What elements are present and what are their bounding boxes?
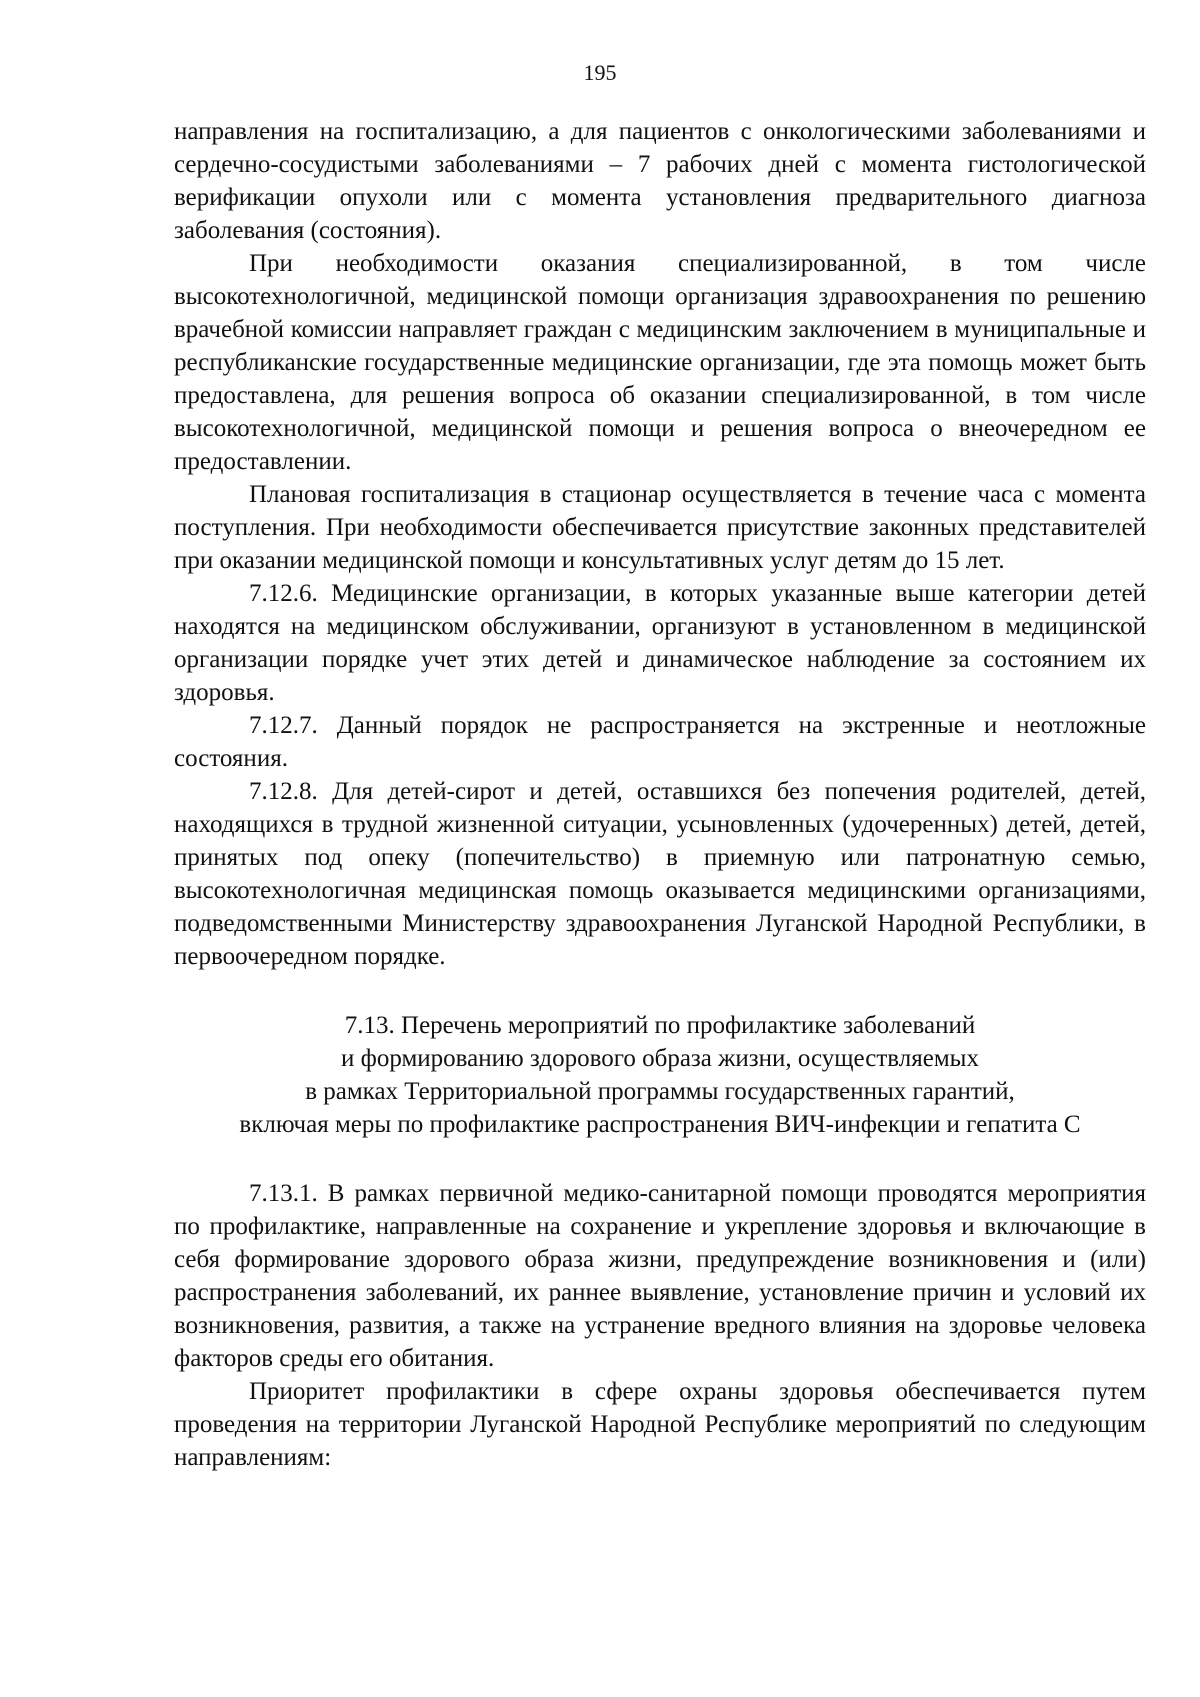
section-heading-line: и формированию здорового образа жизни, осуществляемых — [341, 1045, 979, 1072]
section-heading-line: 7.13. Перечень мероприятий по профилактике заболеваний — [344, 1012, 976, 1039]
document-body — [174, 115, 1146, 1474]
section-heading-line: в рамках Территориальной программы государственных гарантий, — [305, 1078, 1015, 1105]
paragraph-7-12-7: 7.12.7. Данный порядок не распространяется на экстренные и неотложные состояния. — [174, 712, 1146, 772]
paragraph-7-13-1: 7.13.1. В рамках первичной медико-санитарной помощи проводятся мероприятия по профилактике, направленные на сохранение и укрепление здоровья и включающие в себя формирование здорового образа жизни, предупреждение возникновения и (или) распространения заболеваний, их раннее выявление, установление причин и условий их возникновения, развития, а также на устранение вредного влияния на здоровье человека факторов среды его обитания. — [174, 1180, 1146, 1372]
paragraph: Плановая госпитализация в стационар осуществляется в течение часа с момента поступления. При необходимости обеспечивается присутствие законных представителей при оказании медицинской помощи и консультативных услуг детям до 15 лет. — [174, 481, 1146, 574]
section-heading-7-13 — [174, 1009, 1146, 1141]
paragraph-continuation: направления на госпитализацию, а для пациентов с онкологическими заболеваниями и сердечно-сосудистыми заболеваниями – 7 рабочих дней с момента гистологической верификации опухоли или с момента установления предварительного диагноза заболевания (состояния). — [174, 118, 1146, 244]
paragraph-7-12-6: 7.12.6. Медицинские организации, в которых указанные выше категории детей находятся на медицинском обслуживании, организуют в установленном в медицинской организации порядке учет этих детей и динамическое наблюдение за состоянием их здоровья. — [174, 580, 1146, 706]
page-number: 195 — [583, 60, 617, 85]
section-heading-line: включая меры по профилактике распространения ВИЧ-инфекции и гепатита С — [239, 1111, 1081, 1138]
paragraph: При необходимости оказания специализированной, в том числе высокотехнологичной, медицинской помощи организация здравоохранения по решению врачебной комиссии направляет граждан с медицинским заключением в муниципальные и республиканские государственные медицинские организации, где эта помощь может быть предоставлена, для решения вопроса об оказании специализированной, в том числе высокотехнологичной, медицинской помощи и решения вопроса о внеочередном ее предоставлении. — [174, 250, 1146, 475]
paragraph-7-12-8: 7.12.8. Для детей-сирот и детей, оставшихся без попечения родителей, детей, находящихся в трудной жизненной ситуации, усыновленных (удочеренных) детей, детей, принятых под опеку (попечительство) в приемную или патронатную семью, высокотехнологичная медицинская помощь оказывается медицинскими организациями, подведомственными Министерству здравоохранения Луганской Народной Республики, в первоочередном порядке. — [174, 778, 1146, 970]
paragraph: Приоритет профилактики в сфере охраны здоровья обеспечивается путем проведения на территории Луганской Народной Республике мероприятий по следующим направлениям: — [174, 1378, 1146, 1471]
